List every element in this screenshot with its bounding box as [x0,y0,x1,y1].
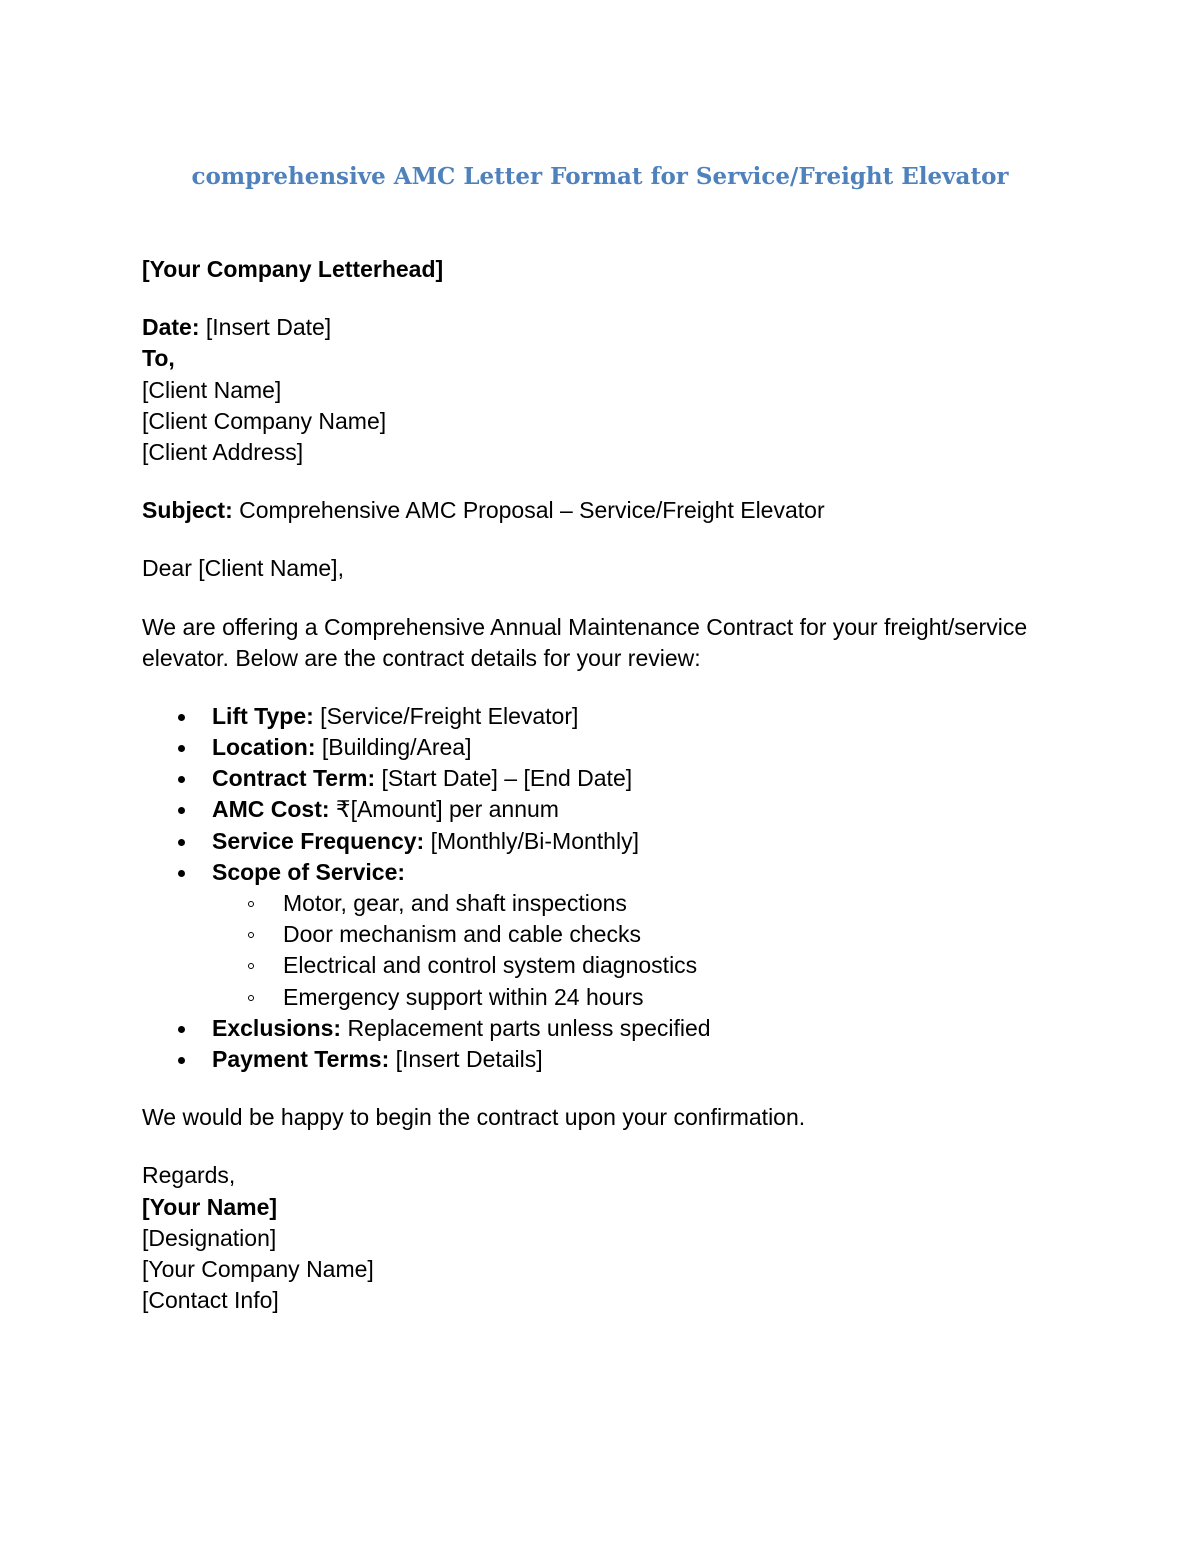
regards: Regards, [142,1162,236,1189]
letter-body [142,254,1082,1316]
bullet-icon [178,714,185,721]
intro-paragraph-line-2: elevator. Below are the contract details for your review: [142,644,701,671]
scope-of-service-list [142,888,1082,1013]
bullet-icon [178,807,185,814]
circle-bullet-icon [248,995,254,1001]
signature-name: [Your Name] [142,1193,278,1220]
list-item: Payment Terms: [Insert Details] [142,1044,1082,1075]
list-item: Scope of Service: [142,857,1082,888]
to-label: To, [142,345,175,372]
recipient-address: [Client Address] [142,438,304,465]
list-item: AMC Cost: ₹[Amount] per annum [142,794,1082,825]
recipient-company: [Client Company Name] [142,407,387,434]
date-value: [Insert Date] [199,314,332,341]
document-title: comprehensive AMC Letter Format for Service/Freight Elevator [191,163,1009,190]
signature-contact: [Contact Info] [142,1287,279,1314]
salutation: Dear [Client Name], [142,555,344,582]
intro-paragraph-line-1: We are offering a Comprehensive Annual Maintenance Contract for your freight/service [142,613,1028,640]
sub-list-item: Emergency support within 24 hours [142,982,1082,1013]
date-line [142,312,1082,343]
recipient-name: [Client Name] [142,376,282,403]
signature-company: [Your Company Name] [142,1255,374,1282]
contract-details-list [142,701,1082,888]
bullet-icon [178,745,185,752]
list-item: Contract Term: [Start Date] – [End Date] [142,763,1082,794]
bullet-icon [178,1057,185,1064]
subject-label: Subject: [142,497,233,524]
bullet-icon [178,1026,185,1033]
sub-list-item: Motor, gear, and shaft inspections [142,888,1082,919]
subject-line [142,495,1082,526]
bullet-icon [178,776,185,783]
circle-bullet-icon [248,932,254,938]
list-item: Location: [Building/Area] [142,732,1082,763]
contract-details-list-continued [142,1013,1082,1075]
bullet-icon [178,870,185,877]
sub-list-item: Electrical and control system diagnostics [142,950,1082,981]
subject-value: Comprehensive AMC Proposal – Service/Freight Elevator [232,497,825,524]
bullet-icon [178,839,185,846]
circle-bullet-icon [248,963,254,969]
list-item: Lift Type: [Service/Freight Elevator] [142,701,1082,732]
circle-bullet-icon [248,901,254,907]
signature-designation: [Designation] [142,1224,277,1251]
date-label: Date: [142,314,200,341]
list-item: Exclusions: Replacement parts unless specified [142,1013,1082,1044]
closing-paragraph: We would be happy to begin the contract upon your confirmation. [142,1104,806,1131]
letterhead-placeholder: [Your Company Letterhead] [142,256,444,282]
list-item: Service Frequency: [Monthly/Bi-Monthly] [142,826,1082,857]
sub-list-item: Door mechanism and cable checks [142,919,1082,950]
